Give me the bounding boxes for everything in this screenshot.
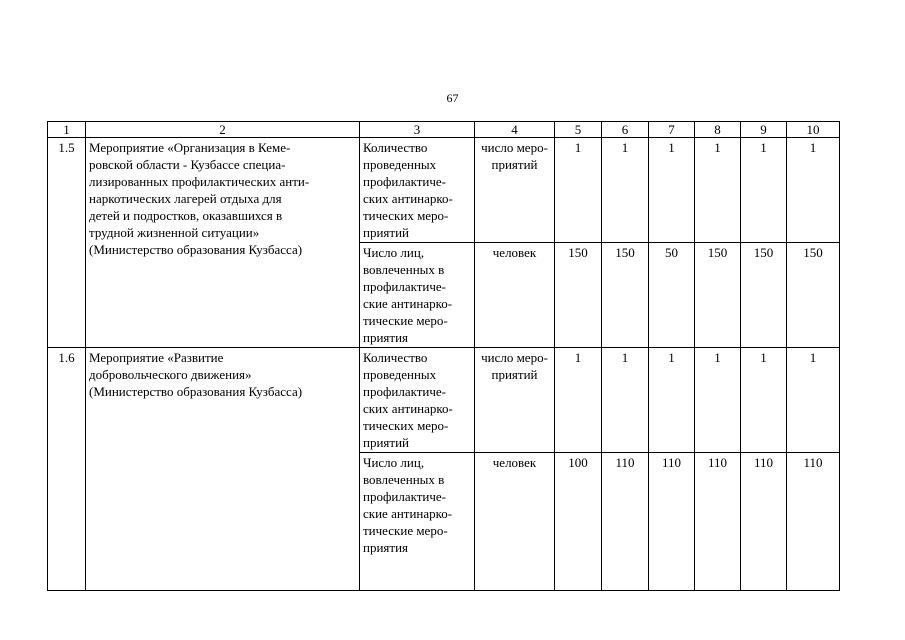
indicator-name: Число лиц, вовлеченных в профилактиче- ские антинарко- тические меро- приятия [360,243,475,348]
header-cell-5: 5 [555,122,602,138]
indicator-unit: человек [475,243,555,348]
value-cell: 1 [695,348,741,453]
value-cell: 100 [555,453,602,591]
value-cell: 1 [787,138,840,243]
header-row [48,122,840,138]
indicator-unit: число меро- приятий [475,138,555,243]
value-cell: 110 [695,453,741,591]
value-cell: 110 [649,453,695,591]
value-cell: 1 [741,138,787,243]
page-number: 67 [446,91,459,105]
header-cell-2: 2 [86,122,360,138]
value-cell: 1 [555,348,602,453]
header-cell-8: 8 [695,122,741,138]
value-cell: 150 [695,243,741,348]
table-row [48,348,840,453]
indicator-unit: число меро- приятий [475,348,555,453]
value-cell: 110 [741,453,787,591]
value-cell: 150 [787,243,840,348]
table-row [48,138,840,243]
value-cell: 1 [695,138,741,243]
program-table [47,121,840,591]
header-cell-9: 9 [741,122,787,138]
indicator-name: Количество проведенных профилактиче- ских антинарко- тических меро- приятий [360,138,475,243]
header-cell-4: 4 [475,122,555,138]
value-cell: 150 [555,243,602,348]
activity-cell: Мероприятие «Развитие добровольческого движения» (Министерство образования Кузбасса) [86,348,360,591]
value-cell: 110 [602,453,649,591]
value-cell: 50 [649,243,695,348]
header-cell-3: 3 [360,122,475,138]
row-number: 1.6 [48,348,86,591]
indicator-name: Количество проведенных профилактиче- ских антинарко- тических меро- приятий [360,348,475,453]
value-cell: 150 [741,243,787,348]
value-cell: 1 [602,138,649,243]
indicator-name: Число лиц, вовлеченных в профилактиче- ские антинарко- тические меро- приятия [360,453,475,591]
indicator-unit: человек [475,453,555,591]
header-cell-10: 10 [787,122,840,138]
value-cell: 1 [555,138,602,243]
value-cell: 1 [649,348,695,453]
value-cell: 1 [602,348,649,453]
value-cell: 1 [649,138,695,243]
header-cell-1: 1 [48,122,86,138]
row-number: 1.5 [48,138,86,348]
activity-cell: Мероприятие «Организация в Кеме- ровской области - Кузбассе специа- лизированных профилактических анти- наркотических лагерей отдыха для детей и подростков, оказавшихся в трудной жизненной ситуации» (Министерство образования Кузбасса) [86,138,360,348]
value-cell: 110 [787,453,840,591]
header-cell-7: 7 [649,122,695,138]
value-cell: 150 [602,243,649,348]
value-cell: 1 [741,348,787,453]
header-cell-6: 6 [602,122,649,138]
value-cell: 1 [787,348,840,453]
